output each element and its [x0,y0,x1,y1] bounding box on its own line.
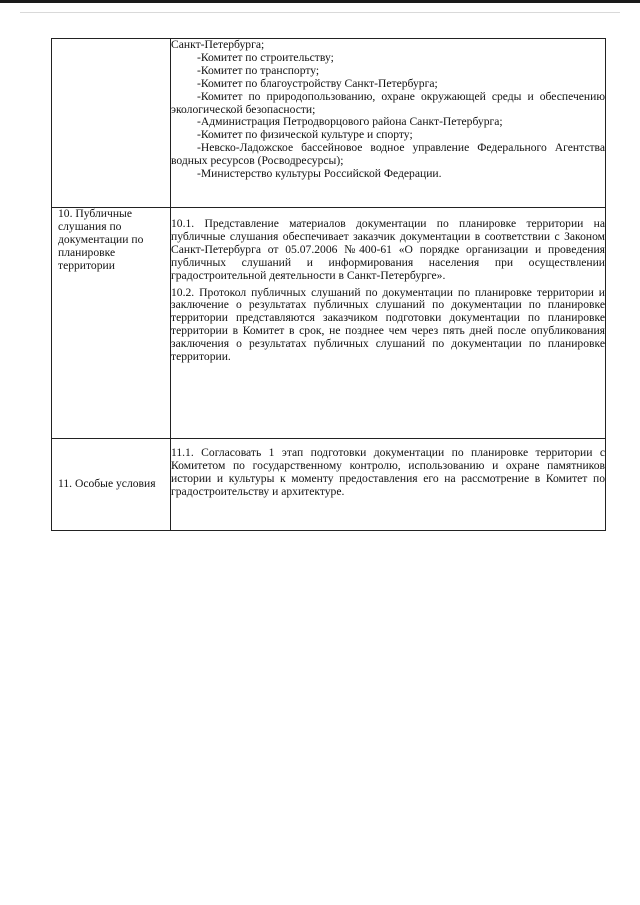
table-row-continuation [52,39,606,208]
list-item: -Комитет по физической культуре и спорту; [197,128,413,142]
list-item: -Министерство культуры Российской Федерации. [197,167,442,181]
row-label: 10. Публичные слушания по документации по планировке территории [58,207,144,272]
label-cell-public-hearings [52,208,171,439]
table-row-special-conditions [52,439,606,531]
list-item: -Комитет по транспорту; [197,63,320,77]
scan-edge-line [20,12,620,13]
table-row-public-hearings [52,208,606,439]
label-cell-special-conditions [52,439,171,531]
list-item: -Невско-Ладожское бассейновое водное управление Федерального Агентства водных ресурсов (Росводресурсы); [171,141,605,168]
label-cell-continuation [52,39,171,208]
list-item: -Комитет по строительству; [197,50,334,64]
scan-edge-top [0,0,640,3]
content-cell-special-conditions [171,439,606,531]
paragraph-11-1: 11.1. Согласовать 1 этап подготовки документации по планировке территории с Комитетом по государственному контролю, использованию и охране памятников истории и культуры к моменту предоставления его на рассмотрение в Комитет по градостроительству и архитектуре. [171,446,605,498]
content-cell-continuation [171,39,606,208]
content-cell-public-hearings [171,208,606,439]
list-item: -Администрация Петродворцового района Санкт-Петербурга; [197,115,503,129]
paragraph-10-2: 10.2. Протокол публичных слушаний по документации по планировке территории и заключение о результатах публичных слушаний по документации по планировке территории представляются заказчиком подготовки документации по планировке территории в Комитет в срок, не позднее чем через пять дней после опубликования заключения о результатах публичных слушаний по документации по планировке территории. [171,285,605,364]
list-item: Санкт-Петербурга; [171,38,265,51]
list-item: -Комитет по благоустройству Санкт-Петербурга; [197,76,438,90]
list-item: -Комитет по природопользованию, охране окружающей среды и обеспечению экологической безопасности; [171,89,605,116]
requirements-table [51,38,606,531]
row-label: 11. Особые условия [58,477,156,491]
paragraph-10-1: 10.1. Представление материалов документации по планировке территории на публичные слушания обеспечивает заказчик документации в соответствии с Законом Санкт-Петербурга от 05.07.2006 №400-61 «О порядке организации и проведения публичных слушаний и информирования населения при осуществлении градостроительной деятельности в Санкт-Петербурге». [171,217,605,282]
